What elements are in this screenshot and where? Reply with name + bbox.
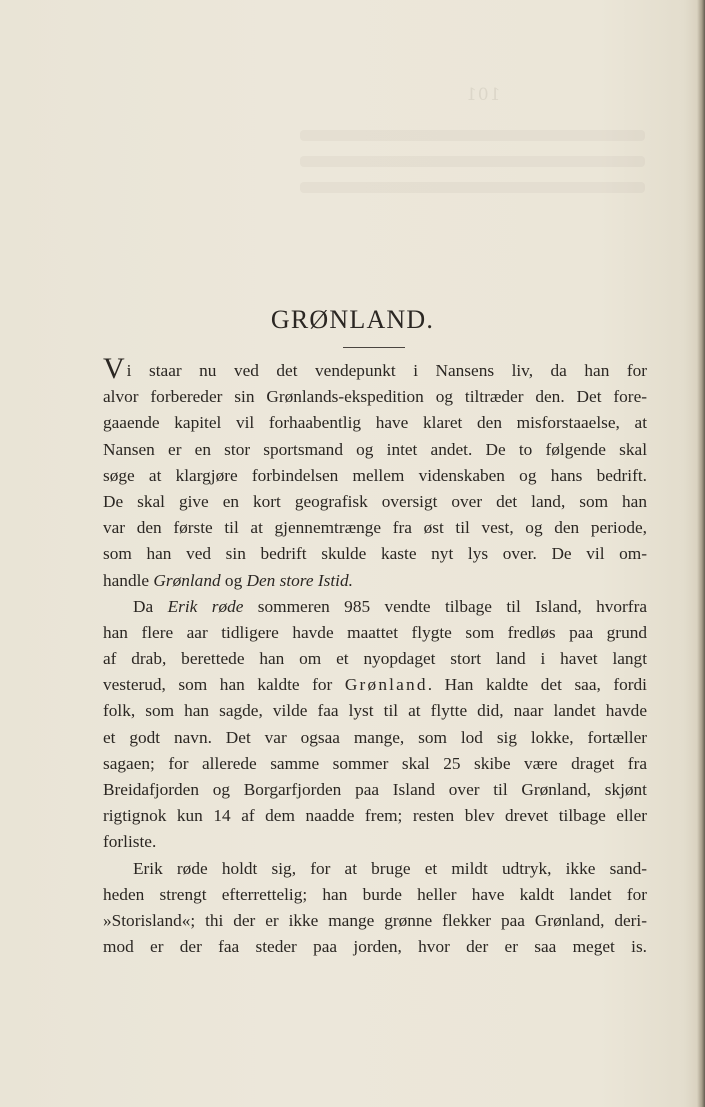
- text-line: Erik røde holdt sig, for at bruge et mildt udtryk, ikke sand-: [133, 858, 647, 878]
- bleed-through-line: [300, 182, 645, 193]
- text-line: han flere aar tidligere havde maattet flygte som fredløs paa grund: [103, 622, 647, 642]
- italic-text: Grønland: [153, 570, 221, 590]
- page-edge-shadow: [697, 0, 705, 1107]
- bleed-through-line: [300, 130, 645, 141]
- italic-text: Den store Istid.: [246, 570, 353, 590]
- text-line: folk, som han sagde, vilde faa lyst til at flytte did, naar landet havde: [103, 701, 647, 721]
- text-line: alvor forbereder sin Grønlands-ekspedition og tiltræder den. Det fore-: [103, 387, 647, 407]
- text-line: vesterud, som han kaldte for Grønland. Han kaldte det saa, fordi: [103, 675, 647, 695]
- text-line: mod er der faa steder paa jorden, hvor der er saa meget is.: [103, 937, 647, 957]
- text-line: rigtignok kun 14 af dem naadde frem; resten blev drevet tilbage eller: [103, 806, 647, 826]
- spaced-text: Grønland: [344, 675, 428, 695]
- text-line: »Storisland«; thi der er ikke mange grønne flekker paa Grønland, deri-: [103, 910, 647, 930]
- text-line: heden strengt efterrettelig; han burde heller have kaldt landet for: [103, 884, 647, 904]
- text-line: søge at klargjøre forbindelsen mellem videnskaben og hans bedrift.: [103, 465, 647, 485]
- text-line: De skal give en kort geografisk oversigt over det land, som han: [103, 491, 647, 511]
- text-line: et godt navn. Det var ogsaa mange, som lod sig lokke, fortæller: [103, 727, 647, 747]
- text-line: Da Erik røde sommeren 985 vendte tilbage til Island, hvorfra: [133, 596, 647, 616]
- text-line: var den første til at gjennemtrænge fra øst til vest, og den periode,: [103, 518, 647, 538]
- bleed-through-page-number: 101: [465, 85, 501, 105]
- text-line: af drab, berettede han om et nyopdaget stort land i havet langt: [103, 649, 647, 669]
- text-line: Vi staar nu ved det vendepunkt i Nansens liv, da han for: [103, 352, 647, 385]
- title-divider: [343, 347, 405, 348]
- italic-text: Erik røde: [167, 596, 244, 616]
- text-line: som han ved sin bedrift skulde kaste nyt lys over. De vil om-: [103, 544, 647, 564]
- body-text: [103, 352, 647, 960]
- drop-cap: V: [103, 352, 125, 385]
- bleed-through-line: [300, 156, 645, 167]
- text-line: Breidafjorden og Borgarfjorden paa Island over til Grønland, skjønt: [103, 780, 647, 799]
- text-line: handle Grønland og Den store Istid.: [103, 570, 353, 590]
- page-title: GRØNLAND.: [270, 305, 435, 334]
- text-line: gaaende kapitel vil forhaabentlig have klaret den misforstaaelse, at: [103, 413, 647, 433]
- text-line: Nansen er en stor sportsmand og intet andet. De to følgende skal: [103, 439, 647, 459]
- text-line: forliste.: [103, 832, 157, 852]
- text-line: sagaen; for allerede samme sommer skal 25 skibe være draget fra: [103, 753, 647, 773]
